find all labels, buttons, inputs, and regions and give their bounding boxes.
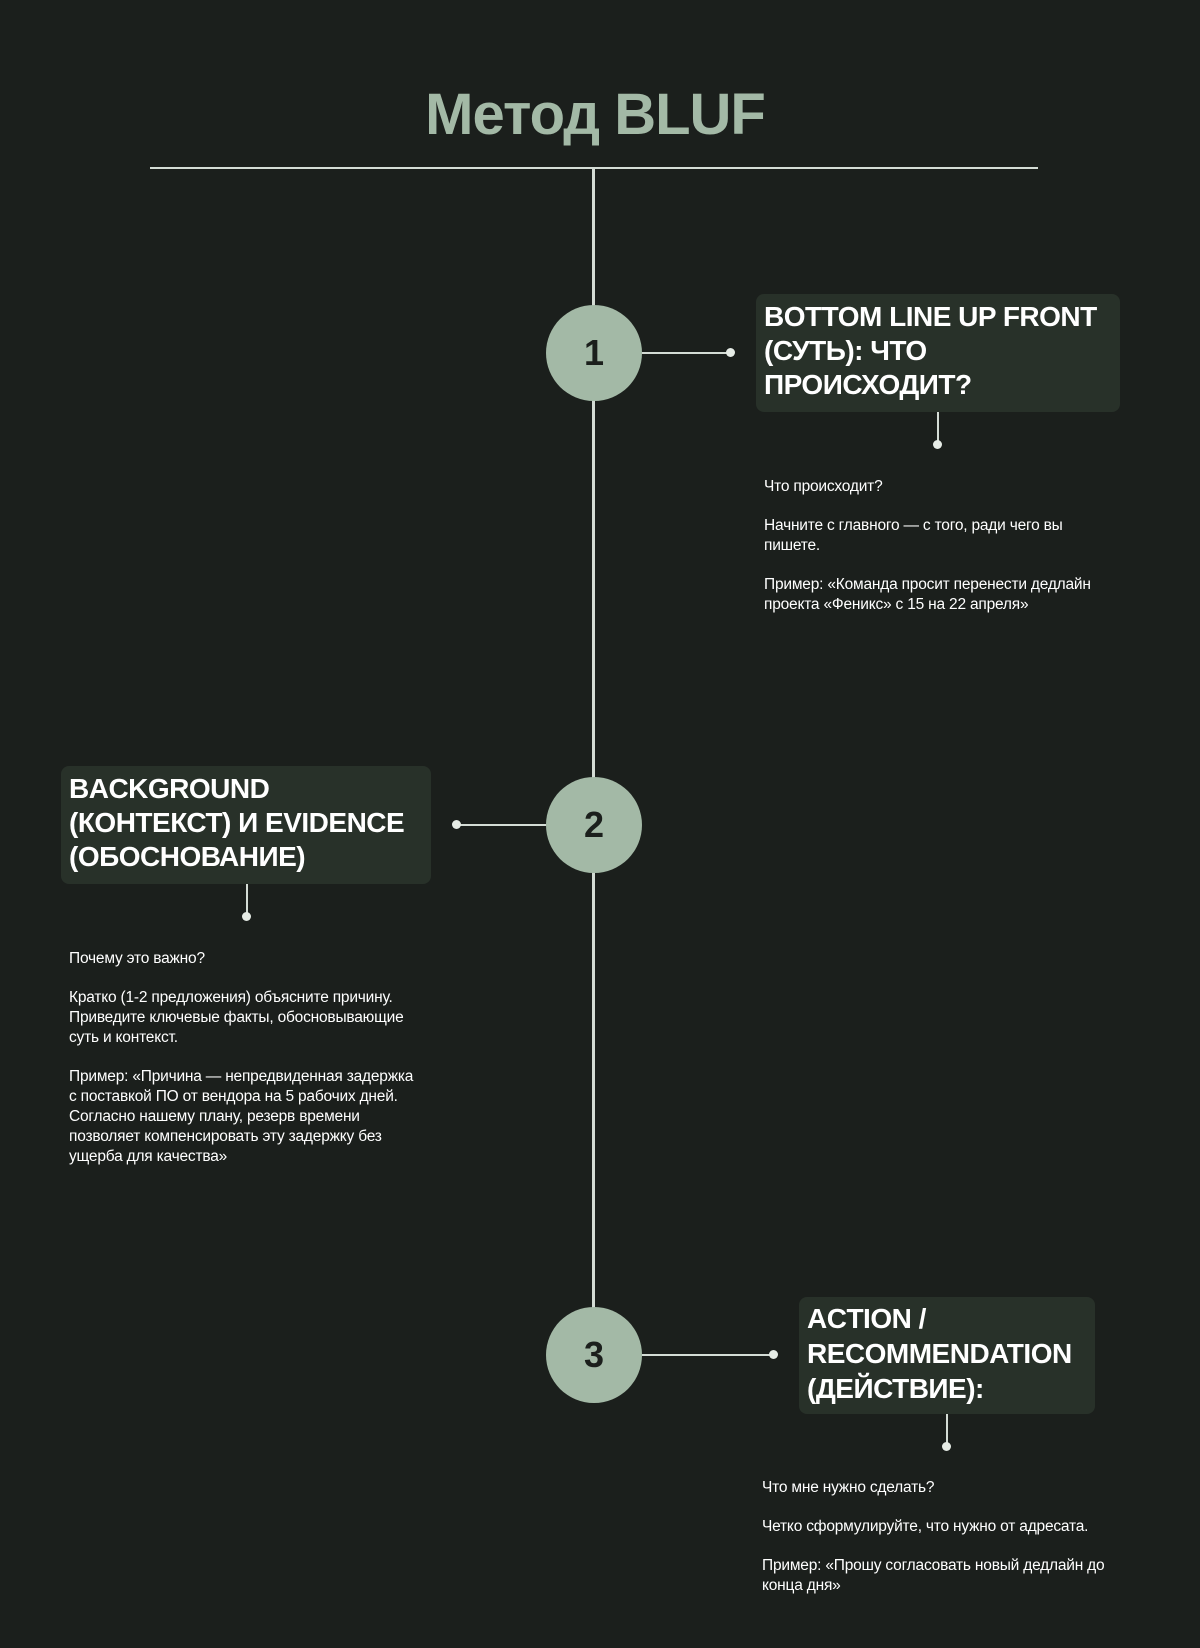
step-3-question: Что мне нужно сделать?: [762, 1479, 935, 1496]
page-title: Метод BLUF: [425, 82, 765, 147]
step-2-description: [69, 949, 424, 1186]
step-1-connector-dot: [726, 348, 735, 357]
step-3-vconnector-dot: [942, 1442, 951, 1451]
step-2-example: Пример: «Причина — непредвиденная задержка с поставкой ПО от вендора на 5 рабочих дней. Согласно нашему плану, резерв времени позволяет компенсировать эту задержку без ущерба для качества»: [69, 1068, 414, 1165]
step-3-body: Четко сформулируйте, что нужно от адресата.: [762, 1518, 1089, 1535]
step-3-connector: [642, 1354, 772, 1356]
step-2-vconnector-dot: [242, 912, 251, 921]
step-1-heading-card: [756, 294, 1120, 412]
step-1-number: 1: [583, 332, 605, 373]
step-1-vconnector-dot: [933, 440, 942, 449]
step-2-node: [546, 777, 642, 873]
step-3-description: [762, 1478, 1132, 1615]
step-2-heading-card: [61, 766, 431, 884]
step-2-connector-dot: [452, 820, 461, 829]
step-2-heading: BACKGROUND (КОНТЕКСТ) И EVIDENCE (ОБОСНОВАНИЕ): [69, 773, 405, 872]
step-3-example: Пример: «Прошу согласовать новый дедлайн до конца дня»: [762, 1557, 1105, 1594]
step-3-heading: ACTION / RECOMMENDATION (ДЕЙСТВИЕ):: [807, 1303, 1072, 1404]
step-1-body: Начните с главного — с того, ради чего вы пишете.: [764, 517, 1063, 554]
step-1-description: [764, 477, 1114, 634]
step-1-connector: [642, 352, 730, 354]
step-3-number: 3: [583, 1334, 605, 1375]
step-2-number: 2: [583, 804, 605, 845]
step-3-heading-card: [799, 1297, 1095, 1414]
step-2-body: Кратко (1-2 предложения) объясните причину. Приведите ключевые факты, обосновывающие суть и контекст.: [69, 989, 404, 1046]
step-3-node: [546, 1307, 642, 1403]
step-1-question: Что происходит?: [764, 478, 883, 495]
step-1-heading: BOTTOM LINE UP FRONT (СУТЬ): ЧТО ПРОИСХОДИТ?: [764, 301, 1097, 400]
step-1-node: [546, 305, 642, 401]
step-1-example: Пример: «Команда просит перенести дедлайн проекта «Феникс» с 15 на 22 апреля»: [764, 576, 1091, 613]
step-2-connector: [457, 824, 546, 826]
step-2-question: Почему это важно?: [69, 950, 205, 967]
step-3-connector-dot: [769, 1350, 778, 1359]
